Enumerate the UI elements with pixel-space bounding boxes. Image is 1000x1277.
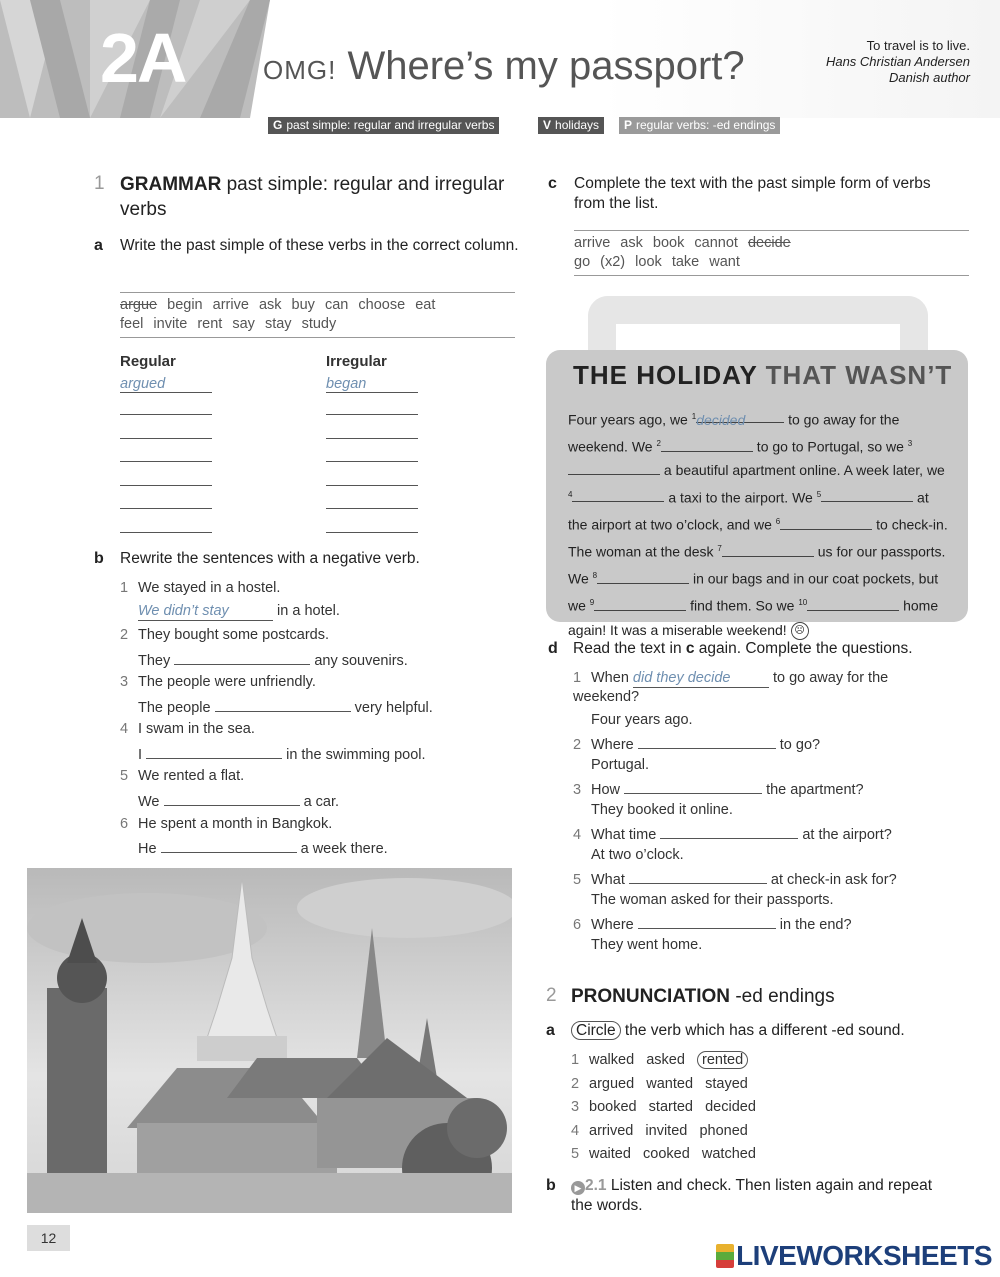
regular-answer-1[interactable]: argued [120, 375, 212, 393]
b-answer-input-4[interactable] [146, 744, 282, 759]
column-regular: Regular [120, 353, 176, 370]
b-answer-input-2[interactable] [174, 650, 310, 665]
instruction-pron-b: ▶ 2.1 Listen and check. Then listen again and repeat the words. [571, 1177, 933, 1214]
instruction-b: Rewrite the sentences with a negative verb. [120, 550, 420, 567]
word-box-a: argue begin arrive ask buy can choose eat feel invite rent say stay study [120, 292, 515, 338]
irregular-answer-4[interactable] [326, 461, 418, 462]
d-answer-input-1[interactable]: did they decide [633, 669, 769, 688]
quote-role: Danish author [889, 70, 970, 85]
liveworksheets-logo: LIVEWORKSHEETS [716, 1240, 992, 1272]
page-title [263, 44, 745, 89]
b-answer-input-6[interactable] [161, 838, 297, 853]
d-item-6: 6 Where in the end? [573, 914, 852, 934]
sad-face-icon: ☹ [791, 622, 809, 640]
irregular-answer-6[interactable] [326, 508, 418, 509]
gap-1[interactable]: decided [696, 409, 784, 423]
instruction-pron-a: Circle the verb which has a different -ed sound. [571, 1021, 905, 1041]
d-answer-input-5[interactable] [629, 869, 767, 884]
holiday-text: Four years ago, we $^1$decided to go away for the weekend. We $^2$ to go to Portugal, so we $^3$ a beautiful apartment online. A week later, we $^4$ a taxi to the airport. We $^5$ at the airport at two o’clock, and we $^6$ to check-in. The woman at the desk $^7$ us for our passports. We $^8$ in our bags and in our coat pockets, but we $^9$ find them. So we $^{10}$ home again! It was a miserable weekend! ☹ [568, 405, 948, 642]
b-answer-row-3: The people very helpful. [138, 697, 433, 717]
tag-grammar: G past simple: regular and irregular verbs [268, 117, 499, 134]
pron-word[interactable]: stayed [705, 1076, 748, 1092]
irregular-answer-3[interactable] [326, 438, 418, 439]
pron-word-circled[interactable]: rented [697, 1051, 748, 1069]
tag-pronunciation: P regular verbs: -ed endings [619, 117, 780, 134]
d-item-5: 5 What at check-in ask for? [573, 869, 897, 889]
label-pron-a: a [546, 1022, 555, 1039]
d-item-4: 4 What time at the airport? [573, 824, 892, 844]
pron-word[interactable]: wanted [646, 1076, 694, 1092]
pron-word[interactable]: decided [705, 1099, 756, 1115]
page-number: 12 [27, 1225, 70, 1251]
label-c: c [548, 175, 557, 192]
pron-item-2: 2 argued wanted stayed [571, 1076, 748, 1092]
pron-item-1: 1 walked asked rented [571, 1051, 748, 1069]
gap-4[interactable] [572, 488, 664, 502]
tag-vocabulary: V holidays [538, 117, 604, 134]
word-argue: argue [120, 297, 158, 313]
pron-word[interactable]: booked [589, 1099, 637, 1115]
regular-answer-5[interactable] [120, 485, 212, 486]
b-item-6: 6 He spent a month in Bangkok. [120, 816, 333, 832]
instruction-d: Read the text in c again. Complete the questions. [573, 640, 913, 657]
regular-answer-6[interactable] [120, 508, 212, 509]
label-d: d [548, 640, 558, 657]
temple-photo [27, 868, 512, 1213]
gap-5[interactable] [821, 488, 913, 502]
pron-word[interactable]: cooked [643, 1146, 690, 1162]
instruction-a: Write the past simple of these verbs in the correct column. [120, 237, 519, 254]
regular-answer-4[interactable] [120, 461, 212, 462]
d-reply-5: The woman asked for their passports. [591, 892, 834, 908]
pron-item-3: 3 booked started decided [571, 1099, 756, 1115]
pron-word[interactable]: watched [701, 1146, 756, 1162]
gap-7[interactable] [722, 543, 814, 557]
b-answer-row-4: I in the swimming pool. [138, 744, 426, 764]
b-item-1: 1 We stayed in a hostel. [120, 580, 281, 596]
irregular-answer-7[interactable] [326, 532, 418, 533]
pronunciation-heading: PRONUNCIATION -ed endings [571, 986, 835, 1007]
d-item-3: 3 How the apartment? [573, 779, 864, 799]
audio-icon[interactable]: ▶ [571, 1181, 585, 1195]
d-answer-input-6[interactable] [638, 914, 776, 929]
irregular-answer-1[interactable]: began [326, 375, 418, 393]
label-pron-b: b [546, 1177, 556, 1194]
d-item-1: 1 When did they decide to go away for the weekend? [573, 670, 889, 705]
d-answer-input-2[interactable] [638, 734, 776, 749]
pron-word[interactable]: waited [589, 1146, 631, 1162]
audio-track: 2.1 [585, 1177, 607, 1194]
gap-6[interactable] [780, 516, 872, 530]
b-item-3: 3 The people were unfriendly. [120, 674, 316, 690]
d-reply-1: Four years ago. [591, 712, 693, 728]
pron-word[interactable]: arrived [589, 1123, 634, 1139]
pron-word[interactable]: started [648, 1099, 694, 1115]
b-answer-input-5[interactable] [164, 791, 300, 806]
quote [826, 38, 970, 86]
gap-3[interactable] [568, 461, 660, 475]
section-number-2: 2 [546, 985, 557, 1006]
d-answer-input-4[interactable] [660, 824, 798, 839]
pron-item-5: 5 waited cooked watched [571, 1146, 756, 1162]
gap-8[interactable] [597, 570, 689, 584]
pron-word[interactable]: invited [645, 1123, 688, 1139]
pron-word[interactable]: walked [589, 1052, 635, 1068]
b-answer-row-5: We a car. [138, 791, 339, 811]
d-reply-2: Portugal. [591, 757, 650, 773]
regular-answer-7[interactable] [120, 532, 212, 533]
gap-10[interactable] [807, 597, 899, 611]
gap-2[interactable] [661, 438, 753, 452]
column-irregular: Irregular [326, 353, 387, 370]
pron-word[interactable]: asked [646, 1052, 685, 1068]
pron-word[interactable]: phoned [699, 1123, 748, 1139]
regular-answer-3[interactable] [120, 438, 212, 439]
grammar-heading: GRAMMAR past simple: regular and irregular verbs [120, 174, 505, 220]
label-b: b [94, 550, 104, 567]
b-item-5: 5 We rented a flat. [120, 768, 245, 784]
irregular-answer-2[interactable] [326, 414, 418, 415]
instruction-c: Complete the text with the past simple form of verbs from the list. [574, 175, 931, 212]
holiday-title: THE HOLIDAY THAT WASN’T [573, 360, 953, 390]
quote-author: Hans Christian Andersen [825, 54, 970, 69]
unit-code: 2A [100, 19, 186, 97]
section-number-1: 1 [94, 173, 105, 194]
pron-word[interactable]: argued [589, 1076, 635, 1092]
d-reply-6: They went home. [591, 937, 703, 953]
title-rest: Where’s my passport? [336, 44, 745, 88]
d-reply-3: They booked it online. [591, 802, 733, 818]
b-answer-row-6: He a week there. [138, 838, 388, 858]
b-answer-input-1[interactable]: We didn’t stay [138, 602, 273, 621]
title-omg: OMG! [263, 55, 337, 85]
label-a: a [94, 237, 103, 254]
gap-9[interactable] [594, 597, 686, 611]
b-item-4: 4 I swam in the sea. [120, 721, 255, 737]
d-answer-input-3[interactable] [624, 779, 762, 794]
liveworksheets-icon [716, 1244, 734, 1268]
b-answer-input-3[interactable] [215, 697, 351, 712]
regular-answer-2[interactable] [120, 414, 212, 415]
pron-item-4: 4 arrived invited phoned [571, 1123, 748, 1139]
quote-text: To travel is to live. [866, 38, 970, 53]
b-answer-row-1: We didn’t stay in a hotel. [138, 603, 340, 619]
word-decide: decide [747, 235, 791, 251]
word-box-c: arrive ask book cannot decide go (x2) look take want [574, 230, 969, 276]
d-item-2: 2 Where to go? [573, 734, 820, 754]
b-answer-row-2: They any souvenirs. [138, 650, 408, 670]
d-reply-4: At two o’clock. [591, 847, 684, 863]
irregular-answer-5[interactable] [326, 485, 418, 486]
b-item-2: 2 They bought some postcards. [120, 627, 330, 643]
